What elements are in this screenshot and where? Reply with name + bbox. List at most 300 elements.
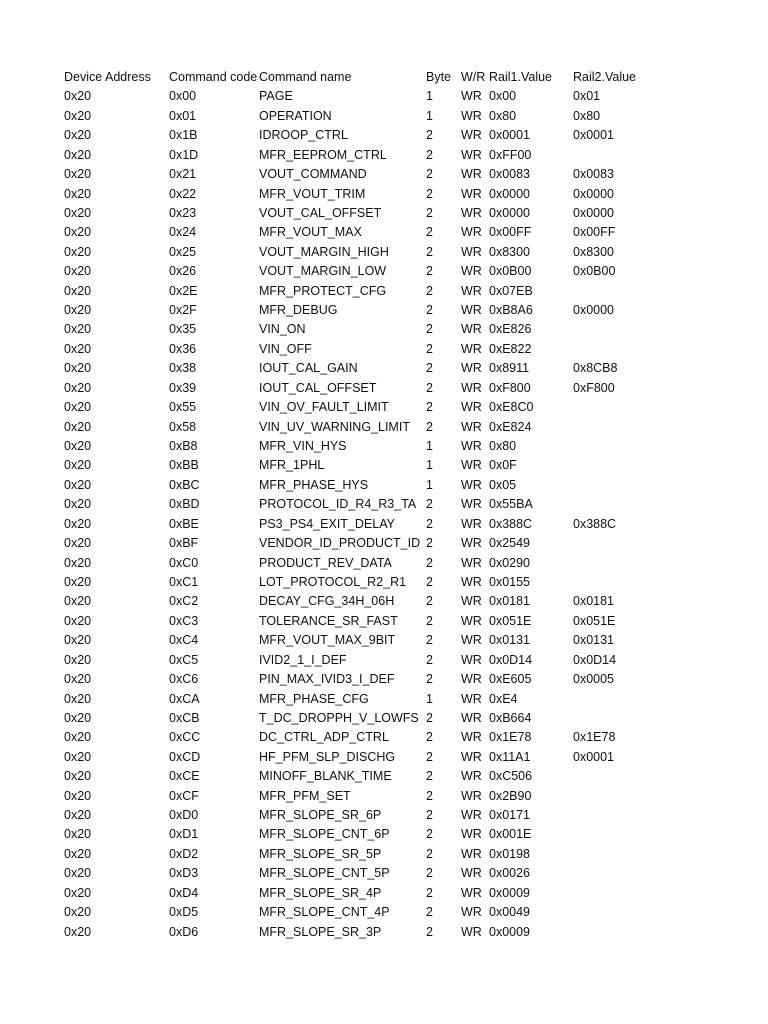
- wr-cell: WR: [461, 205, 482, 220]
- rail1-value-cell: 0x80: [489, 108, 517, 123]
- command-name-cell: IVID2_1_I_DEF: [259, 652, 347, 667]
- device-address-cell: 0x20: [64, 341, 92, 356]
- command-code-cell: 0xCB: [169, 710, 200, 725]
- rail2-value-cell: 0x0131: [573, 633, 615, 648]
- byte-cell: 2: [426, 322, 433, 337]
- wr-cell: WR: [461, 749, 482, 764]
- wr-cell: WR: [461, 885, 482, 900]
- rail1-value-cell: 0xC506: [489, 769, 533, 784]
- command-code-cell: 0x36: [169, 341, 197, 356]
- header-command-name: Command name: [259, 70, 352, 84]
- command-code-cell: 0xC3: [169, 613, 199, 628]
- table-row: [0, 262, 768, 281]
- byte-cell: 2: [426, 283, 433, 298]
- device-address-cell: 0x20: [64, 147, 92, 162]
- wr-cell: WR: [461, 536, 482, 551]
- command-name-cell: MFR_EEPROM_CTRL: [259, 147, 387, 162]
- command-code-cell: 0xD5: [169, 905, 199, 920]
- table-row: [0, 476, 768, 495]
- command-code-cell: 0xC0: [169, 555, 199, 570]
- rail1-value-cell: 0xB664: [489, 710, 532, 725]
- command-code-cell: 0xD6: [169, 924, 199, 939]
- table-row: [0, 806, 768, 825]
- byte-cell: 2: [426, 924, 433, 939]
- table-row: [0, 884, 768, 903]
- command-name-cell: VIN_OV_FAULT_LIMIT: [259, 400, 389, 415]
- byte-cell: 1: [426, 89, 433, 104]
- device-address-cell: 0x20: [64, 749, 92, 764]
- rail1-value-cell: 0x0083: [489, 167, 531, 182]
- table-row: [0, 243, 768, 262]
- rail1-value-cell: 0x0290: [489, 555, 531, 570]
- rail2-value-cell: 0x1E78: [573, 730, 616, 745]
- device-address-cell: 0x20: [64, 827, 92, 842]
- rail1-value-cell: 0xFF00: [489, 147, 532, 162]
- rail1-value-cell: 0x80: [489, 439, 517, 454]
- device-address-cell: 0x20: [64, 244, 92, 259]
- command-name-cell: IOUT_CAL_GAIN: [259, 361, 358, 376]
- wr-cell: WR: [461, 186, 482, 201]
- device-address-cell: 0x20: [64, 788, 92, 803]
- table-row: [0, 456, 768, 475]
- byte-cell: 2: [426, 808, 433, 823]
- table-row: [0, 107, 768, 126]
- table-row: [0, 864, 768, 883]
- wr-cell: WR: [461, 419, 482, 434]
- table-row: [0, 787, 768, 806]
- device-address-cell: 0x20: [64, 885, 92, 900]
- rail1-value-cell: 0x051E: [489, 613, 532, 628]
- wr-cell: WR: [461, 827, 482, 842]
- wr-cell: WR: [461, 710, 482, 725]
- wr-cell: WR: [461, 225, 482, 240]
- device-address-cell: 0x20: [64, 419, 92, 434]
- rail1-value-cell: 0xF800: [489, 380, 531, 395]
- table-row: [0, 398, 768, 417]
- wr-cell: WR: [461, 400, 482, 415]
- byte-cell: 2: [426, 885, 433, 900]
- byte-cell: 2: [426, 555, 433, 570]
- command-code-cell: 0xBB: [169, 458, 199, 473]
- device-address-cell: 0x20: [64, 633, 92, 648]
- command-code-cell: 0xBC: [169, 477, 200, 492]
- command-name-cell: MFR_VIN_HYS: [259, 439, 347, 454]
- device-address-cell: 0x20: [64, 361, 92, 376]
- command-code-cell: 0x55: [169, 400, 197, 415]
- command-code-cell: 0xD2: [169, 846, 199, 861]
- wr-cell: WR: [461, 555, 482, 570]
- rail1-value-cell: 0x0049: [489, 905, 531, 920]
- command-name-cell: HF_PFM_SLP_DISCHG: [259, 749, 396, 764]
- command-code-cell: 0xD4: [169, 885, 199, 900]
- byte-cell: 2: [426, 788, 433, 803]
- command-name-cell: VIN_UV_WARNING_LIMIT: [259, 419, 410, 434]
- byte-cell: 2: [426, 613, 433, 628]
- rail1-value-cell: 0x2549: [489, 536, 531, 551]
- device-address-cell: 0x20: [64, 167, 92, 182]
- rail2-value-cell: 0x0000: [573, 303, 615, 318]
- command-code-cell: 0xBF: [169, 536, 199, 551]
- byte-cell: 2: [426, 303, 433, 318]
- command-code-cell: 0x35: [169, 322, 197, 337]
- rail1-value-cell: 0x0171: [489, 808, 531, 823]
- table-row: [0, 690, 768, 709]
- command-code-cell: 0xC2: [169, 594, 199, 609]
- rail1-value-cell: 0xE822: [489, 341, 532, 356]
- wr-cell: WR: [461, 788, 482, 803]
- device-address-cell: 0x20: [64, 303, 92, 318]
- command-code-cell: 0x2E: [169, 283, 198, 298]
- command-name-cell: PAGE: [259, 89, 293, 104]
- rail1-value-cell: 0x1E78: [489, 730, 532, 745]
- table-row: [0, 748, 768, 767]
- rail2-value-cell: 0x0181: [573, 594, 615, 609]
- command-name-cell: VOUT_CAL_OFFSET: [259, 205, 382, 220]
- command-code-cell: 0x21: [169, 167, 197, 182]
- table-row: [0, 631, 768, 650]
- table-row: [0, 670, 768, 689]
- table-row: [0, 923, 768, 942]
- device-address-cell: 0x20: [64, 497, 92, 512]
- rail1-value-cell: 0x05: [489, 477, 517, 492]
- byte-cell: 2: [426, 633, 433, 648]
- wr-cell: WR: [461, 477, 482, 492]
- rail2-value-cell: 0x051E: [573, 613, 616, 628]
- table-row: [0, 340, 768, 359]
- device-address-cell: 0x20: [64, 264, 92, 279]
- wr-cell: WR: [461, 264, 482, 279]
- wr-cell: WR: [461, 458, 482, 473]
- wr-cell: WR: [461, 167, 482, 182]
- byte-cell: 2: [426, 244, 433, 259]
- device-address-cell: 0x20: [64, 380, 92, 395]
- rail2-value-cell: 0x8CB8: [573, 361, 618, 376]
- command-code-cell: 0x22: [169, 186, 197, 201]
- command-code-cell: 0x38: [169, 361, 197, 376]
- byte-cell: 2: [426, 186, 433, 201]
- rail1-value-cell: 0x11A1: [489, 749, 531, 764]
- table-row: [0, 903, 768, 922]
- command-code-cell: 0xCD: [169, 749, 201, 764]
- byte-cell: 2: [426, 905, 433, 920]
- wr-cell: WR: [461, 633, 482, 648]
- device-address-cell: 0x20: [64, 536, 92, 551]
- command-code-cell: 0xBE: [169, 516, 199, 531]
- table-row: [0, 165, 768, 184]
- command-code-cell: 0x23: [169, 205, 197, 220]
- command-name-cell: PROTOCOL_ID_R4_R3_TA: [259, 497, 417, 512]
- table-row: [0, 845, 768, 864]
- command-name-cell: IDROOP_CTRL: [259, 128, 348, 143]
- command-name-cell: PS3_PS4_EXIT_DELAY: [259, 516, 395, 531]
- wr-cell: WR: [461, 808, 482, 823]
- byte-cell: 2: [426, 672, 433, 687]
- rail1-value-cell: 0xE4: [489, 691, 518, 706]
- command-name-cell: PIN_MAX_IVID3_I_DEF: [259, 672, 395, 687]
- device-address-cell: 0x20: [64, 866, 92, 881]
- wr-cell: WR: [461, 244, 482, 259]
- rail1-value-cell: 0x0000: [489, 186, 531, 201]
- byte-cell: 2: [426, 128, 433, 143]
- rail1-value-cell: 0x388C: [489, 516, 533, 531]
- byte-cell: 2: [426, 147, 433, 162]
- device-address-cell: 0x20: [64, 652, 92, 667]
- table-row: [0, 126, 768, 145]
- wr-cell: WR: [461, 147, 482, 162]
- rail1-value-cell: 0x2B90: [489, 788, 532, 803]
- byte-cell: 2: [426, 827, 433, 842]
- rail2-value-cell: 0x0083: [573, 167, 615, 182]
- command-name-cell: MFR_VOUT_TRIM: [259, 186, 366, 201]
- command-code-cell: 0xC5: [169, 652, 199, 667]
- device-address-cell: 0x20: [64, 225, 92, 240]
- wr-cell: WR: [461, 846, 482, 861]
- rail1-value-cell: 0x001E: [489, 827, 532, 842]
- command-name-cell: IOUT_CAL_OFFSET: [259, 380, 377, 395]
- rail1-value-cell: 0x00: [489, 89, 517, 104]
- device-address-cell: 0x20: [64, 516, 92, 531]
- command-code-cell: 0x01: [169, 108, 197, 123]
- byte-cell: 2: [426, 167, 433, 182]
- rail2-value-cell: 0x0005: [573, 672, 615, 687]
- command-name-cell: VENDOR_ID_PRODUCT_ID: [259, 536, 421, 551]
- device-address-cell: 0x20: [64, 128, 92, 143]
- header-command-code: Command code: [169, 70, 258, 84]
- command-name-cell: MFR_1PHL: [259, 458, 325, 473]
- command-code-cell: 0xC1: [169, 574, 199, 589]
- rail1-value-cell: 0x55BA: [489, 497, 533, 512]
- device-address-cell: 0x20: [64, 905, 92, 920]
- rail1-value-cell: 0x8300: [489, 244, 531, 259]
- device-address-cell: 0x20: [64, 613, 92, 628]
- command-name-cell: MFR_SLOPE_CNT_5P: [259, 866, 390, 881]
- rail1-value-cell: 0x0181: [489, 594, 531, 609]
- byte-cell: 2: [426, 225, 433, 240]
- device-address-cell: 0x20: [64, 808, 92, 823]
- table-row: [0, 573, 768, 592]
- rail2-value-cell: 0x0D14: [573, 652, 617, 667]
- command-code-cell: 0xD3: [169, 866, 199, 881]
- rail1-value-cell: 0x0001: [489, 128, 531, 143]
- table-header-row: [0, 68, 768, 87]
- table-row: [0, 515, 768, 534]
- rail1-value-cell: 0xB8A6: [489, 303, 533, 318]
- wr-cell: WR: [461, 108, 482, 123]
- wr-cell: WR: [461, 341, 482, 356]
- device-address-cell: 0x20: [64, 186, 92, 201]
- command-code-cell: 0xC6: [169, 672, 199, 687]
- command-code-cell: 0xD1: [169, 827, 199, 842]
- wr-cell: WR: [461, 380, 482, 395]
- byte-cell: 1: [426, 108, 433, 123]
- rail2-value-cell: 0x01: [573, 89, 601, 104]
- device-address-cell: 0x20: [64, 846, 92, 861]
- byte-cell: 1: [426, 458, 433, 473]
- table-row: [0, 204, 768, 223]
- device-address-cell: 0x20: [64, 439, 92, 454]
- rail1-value-cell: 0x0026: [489, 866, 531, 881]
- rail1-value-cell: 0x8911: [489, 361, 530, 376]
- wr-cell: WR: [461, 691, 482, 706]
- wr-cell: WR: [461, 905, 482, 920]
- rail1-value-cell: 0x0131: [489, 633, 531, 648]
- command-name-cell: MFR_DEBUG: [259, 303, 338, 318]
- table-row: [0, 185, 768, 204]
- rail2-value-cell: 0x8300: [573, 244, 615, 259]
- command-name-cell: MINOFF_BLANK_TIME: [259, 769, 392, 784]
- device-address-cell: 0x20: [64, 594, 92, 609]
- rail2-value-cell: 0x0B00: [573, 264, 616, 279]
- command-name-cell: LOT_PROTOCOL_R2_R1: [259, 574, 407, 589]
- table-row: [0, 418, 768, 437]
- byte-cell: 2: [426, 594, 433, 609]
- table-row: [0, 223, 768, 242]
- command-name-cell: VOUT_MARGIN_LOW: [259, 264, 387, 279]
- rail1-value-cell: 0x0D14: [489, 652, 533, 667]
- command-code-cell: 0xCF: [169, 788, 199, 803]
- header-device-address: Device Address: [64, 70, 151, 84]
- device-address-cell: 0x20: [64, 672, 92, 687]
- device-address-cell: 0x20: [64, 108, 92, 123]
- rail1-value-cell: 0x0009: [489, 885, 531, 900]
- device-address-cell: 0x20: [64, 730, 92, 745]
- wr-cell: WR: [461, 769, 482, 784]
- byte-cell: 2: [426, 769, 433, 784]
- wr-cell: WR: [461, 730, 482, 745]
- rail2-value-cell: 0x0001: [573, 128, 615, 143]
- table-row: [0, 554, 768, 573]
- rail2-value-cell: 0x0001: [573, 749, 615, 764]
- byte-cell: 2: [426, 264, 433, 279]
- rail2-value-cell: 0xF800: [573, 380, 615, 395]
- table-row: [0, 825, 768, 844]
- command-code-cell: 0x58: [169, 419, 197, 434]
- command-code-cell: 0x2F: [169, 303, 197, 318]
- command-name-cell: VOUT_COMMAND: [259, 167, 367, 182]
- byte-cell: 2: [426, 536, 433, 551]
- header-rail2-value: Rail2.Value: [573, 70, 637, 84]
- command-name-cell: MFR_PHASE_HYS: [259, 477, 369, 492]
- device-address-cell: 0x20: [64, 477, 92, 492]
- byte-cell: 2: [426, 516, 433, 531]
- command-name-cell: DECAY_CFG_34H_06H: [259, 594, 395, 609]
- device-address-cell: 0x20: [64, 283, 92, 298]
- table-row: [0, 612, 768, 631]
- command-name-cell: MFR_SLOPE_SR_3P: [259, 924, 382, 939]
- command-code-cell: 0xCA: [169, 691, 200, 706]
- device-address-cell: 0x20: [64, 710, 92, 725]
- byte-cell: 2: [426, 497, 433, 512]
- byte-cell: 1: [426, 439, 433, 454]
- table-row: [0, 282, 768, 301]
- rail1-value-cell: 0x07EB: [489, 283, 533, 298]
- rail2-value-cell: 0x0000: [573, 186, 615, 201]
- device-address-cell: 0x20: [64, 924, 92, 939]
- byte-cell: 2: [426, 710, 433, 725]
- byte-cell: 2: [426, 380, 433, 395]
- wr-cell: WR: [461, 516, 482, 531]
- command-name-cell: MFR_SLOPE_SR_6P: [259, 808, 382, 823]
- table-row: [0, 728, 768, 747]
- table-row: [0, 320, 768, 339]
- byte-cell: 1: [426, 691, 433, 706]
- device-address-cell: 0x20: [64, 458, 92, 473]
- rail1-value-cell: 0xE826: [489, 322, 532, 337]
- command-code-cell: 0xBD: [169, 497, 200, 512]
- device-address-cell: 0x20: [64, 769, 92, 784]
- rail1-value-cell: 0xE824: [489, 419, 532, 434]
- command-name-cell: TOLERANCE_SR_FAST: [259, 613, 398, 628]
- device-address-cell: 0x20: [64, 400, 92, 415]
- header-byte: Byte: [426, 70, 452, 84]
- byte-cell: 2: [426, 361, 433, 376]
- table-row: [0, 359, 768, 378]
- header-rail1-value: Rail1.Value: [489, 70, 553, 84]
- device-address-cell: 0x20: [64, 89, 92, 104]
- byte-cell: 2: [426, 419, 433, 434]
- rail1-value-cell: 0x0F: [489, 458, 517, 473]
- rail2-value-cell: 0x388C: [573, 516, 617, 531]
- rail1-value-cell: 0x00FF: [489, 225, 532, 240]
- rail1-value-cell: 0x0B00: [489, 264, 532, 279]
- byte-cell: 2: [426, 400, 433, 415]
- rail1-value-cell: 0x0198: [489, 846, 531, 861]
- command-name-cell: VIN_ON: [259, 322, 306, 337]
- device-address-cell: 0x20: [64, 574, 92, 589]
- command-name-cell: MFR_SLOPE_SR_4P: [259, 885, 382, 900]
- table-row: [0, 87, 768, 106]
- rail2-value-cell: 0x00FF: [573, 225, 616, 240]
- table-row: [0, 301, 768, 320]
- rail2-value-cell: 0x80: [573, 108, 601, 123]
- wr-cell: WR: [461, 361, 482, 376]
- wr-cell: WR: [461, 283, 482, 298]
- command-name-cell: VIN_OFF: [259, 341, 312, 356]
- command-code-cell: 0x25: [169, 244, 197, 259]
- command-code-cell: 0xCC: [169, 730, 201, 745]
- register-table: [0, 68, 768, 942]
- wr-cell: WR: [461, 672, 482, 687]
- wr-cell: WR: [461, 89, 482, 104]
- table-row: [0, 146, 768, 165]
- rail1-value-cell: 0x0000: [489, 205, 531, 220]
- command-code-cell: 0xB8: [169, 439, 198, 454]
- device-address-cell: 0x20: [64, 322, 92, 337]
- command-name-cell: MFR_PFM_SET: [259, 788, 351, 803]
- wr-cell: WR: [461, 652, 482, 667]
- command-name-cell: PRODUCT_REV_DATA: [259, 555, 392, 570]
- device-address-cell: 0x20: [64, 205, 92, 220]
- table-row: [0, 651, 768, 670]
- command-code-cell: 0x00: [169, 89, 197, 104]
- rail1-value-cell: 0xE8C0: [489, 400, 534, 415]
- wr-cell: WR: [461, 497, 482, 512]
- command-code-cell: 0x1B: [169, 128, 198, 143]
- byte-cell: 2: [426, 866, 433, 881]
- wr-cell: WR: [461, 322, 482, 337]
- command-code-cell: 0x1D: [169, 147, 199, 162]
- rail1-value-cell: 0xE605: [489, 672, 532, 687]
- byte-cell: 2: [426, 341, 433, 356]
- wr-cell: WR: [461, 303, 482, 318]
- command-code-cell: 0xD0: [169, 808, 199, 823]
- wr-cell: WR: [461, 594, 482, 609]
- wr-cell: WR: [461, 866, 482, 881]
- table-row: [0, 437, 768, 456]
- command-code-cell: 0x39: [169, 380, 197, 395]
- rail1-value-cell: 0x0155: [489, 574, 531, 589]
- command-name-cell: DC_CTRL_ADP_CTRL: [259, 730, 389, 745]
